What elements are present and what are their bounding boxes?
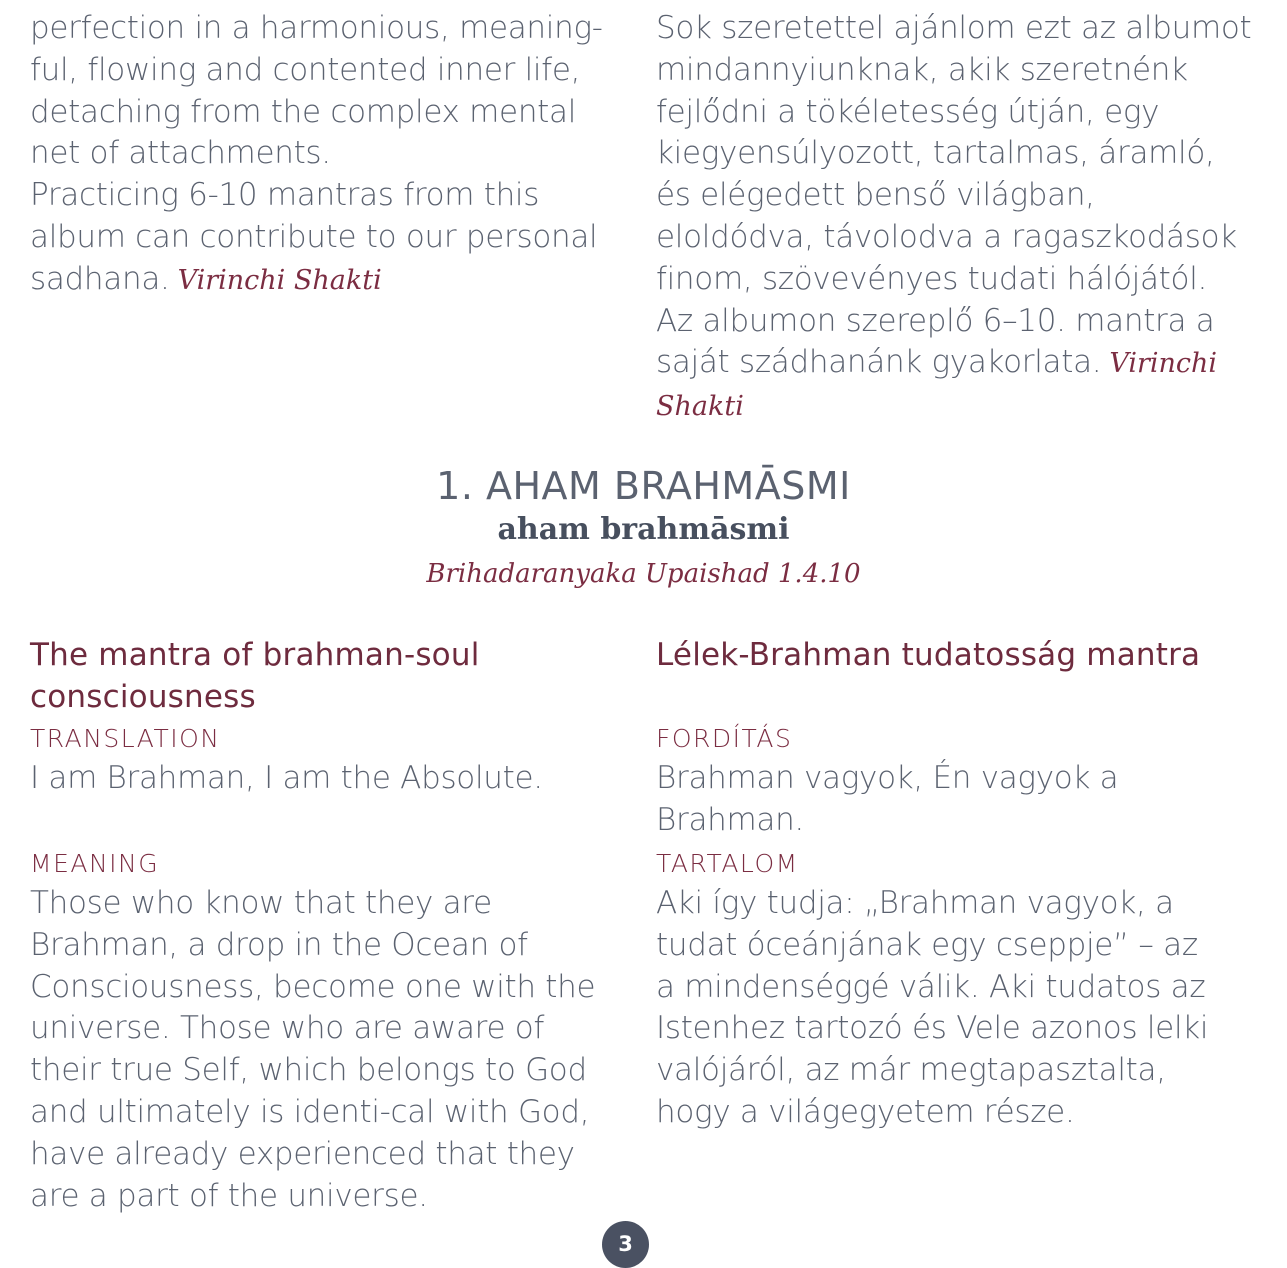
intro-hu-paragraph-2-text: Az albumon szereplő 6–10. mantra a saját szádhanánk gyakorlata. [656,302,1215,381]
english-section [30,634,610,718]
mantra-source: Brihadaranyaka Upaishad 1.4.10 [426,559,861,589]
intro-hu-signature: Virinchi Shakti [656,348,1218,423]
hungarian-meaning: Aki így tudja: „Brahman vagyok, a tudat óceánjának egy cseppje” – az a mindenséggé válik. Aki tudatos az Istenhez tartozó és Vele azonos lelki valójáról, az már megtapasztalta, hogy a világegyetem része. [656,885,1209,1130]
intro-hu-paragraph-2 [656,301,1256,428]
intro-en-paragraph-2-text: Practicing 6-10 mantras from this album can contribute to our personal sadhana. [30,177,598,297]
english-meaning-label: MEANING [30,849,160,878]
hungarian-section [656,634,1256,676]
hungarian-translation-label: FORDÍTÁS [656,724,793,753]
mantra-title: 1. AHAM BRAHMĀSMI [436,464,851,508]
mantra-transliteration: aham brahmāsmi [497,512,790,547]
page-number: 3 [602,1221,649,1268]
intro-en-paragraph-2 [30,175,610,301]
english-meaning: Those who know that they are Brahman, a drop in the Ocean of Consciousness, become one with the universe. Those who are aware of their true Self, which belongs to God and ultimately is identi-cal with God, have already experienced that they are a part of the universe. [30,885,596,1214]
intro-english [30,8,610,302]
hungarian-meaning-label: TARTALOM [656,849,799,878]
hungarian-heading: Lélek-Brahman tudatosság mantra [656,637,1201,673]
english-translation: I am Brahman, I am the Absolute. [30,760,543,796]
intro-en-signature: Virinchi Shakti [177,264,382,296]
intro-hu-paragraph-1: Sok szeretettel ajánlom ezt az albumot mindannyiunknak, akik szeretnénk fejlődni a tökéletesség útján, egy kiegyensúlyozott, tartalmas, áramló, és elégedett benső világban, eloldódva, távolodva a ragaszkodások finom, szövevényes tudati hálójától. [656,10,1252,297]
english-heading: The mantra of brahman-soul consciousness [30,637,480,715]
intro-en-paragraph-1: perfection in a harmonious, meaning-ful, flowing and contented inner life, detaching from the complex mental net of attachments. [30,10,603,172]
intro-hungarian [656,8,1256,428]
english-translation-label: TRANSLATION [30,724,221,753]
hungarian-translation: Brahman vagyok, Én vagyok a Brahman. [656,760,1119,838]
